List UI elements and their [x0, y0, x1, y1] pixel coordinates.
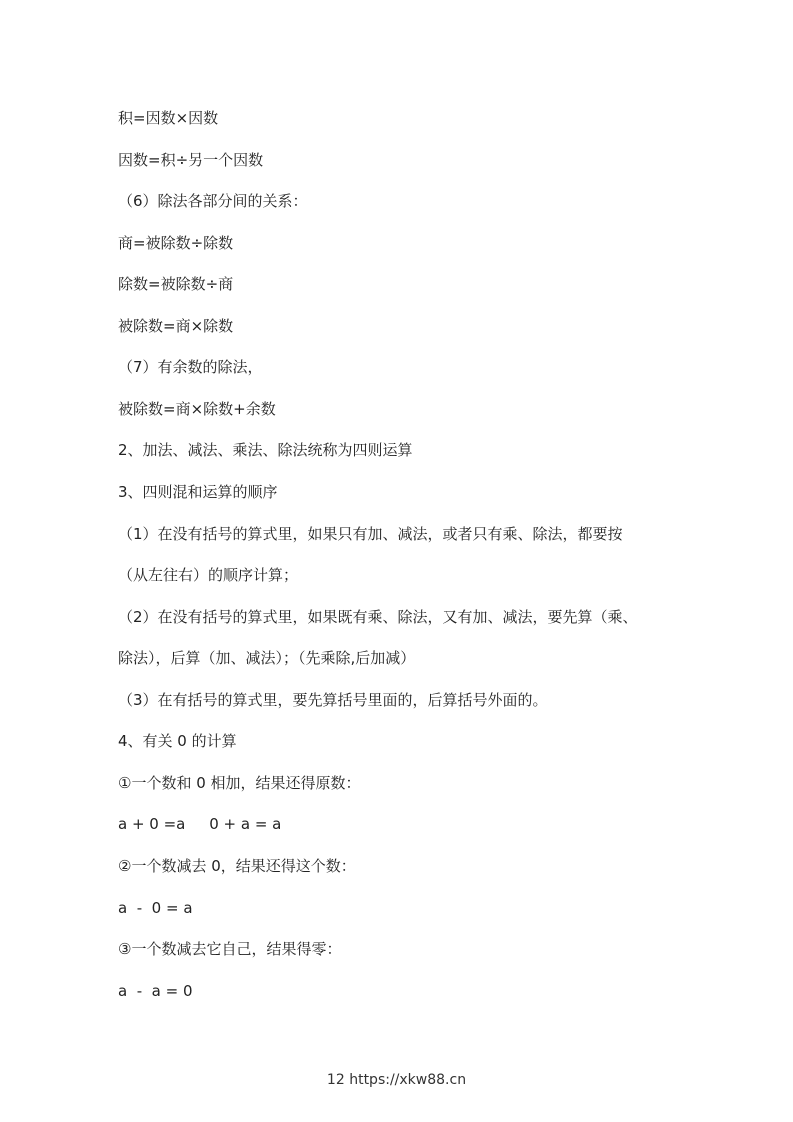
text-line-15: （3）在有括号的算式里，要先算括号里面的，后算括号外面的。: [118, 691, 548, 709]
text-line-22: a - a = 0: [118, 982, 193, 1000]
text-line-11: （1）在没有括号的算式里，如果只有加、减法，或者只有乘、除法，都要按: [118, 525, 623, 543]
page-footer: [0, 1070, 793, 1090]
text-line-6: 被除数=商×除数: [118, 317, 234, 335]
text-line-2: 因数=积÷另一个因数: [118, 151, 264, 169]
text-line-10: 3、四则混和运算的顺序: [118, 483, 278, 501]
page-number: 12: [326, 1072, 345, 1088]
text-line-4: 商=被除数÷除数: [118, 234, 234, 252]
text-line-16: 4、有关 0 的计算: [118, 732, 237, 750]
text-line-17: ①一个数和 0 相加，结果还得原数：: [118, 774, 361, 792]
text-line-7: （7）有余数的除法，: [118, 358, 263, 376]
footer-site-link[interactable]: https://xkw88.cn: [349, 1072, 467, 1088]
text-line-19: ②一个数减去 0，结果还得这个数：: [118, 857, 356, 875]
text-line-20: a - 0 = a: [118, 899, 193, 917]
text-line-1: 积=因数×因数: [118, 109, 219, 127]
text-line-3: （6）除法各部分间的关系：: [118, 192, 308, 210]
text-line-8: 被除数=商×除数+余数: [118, 400, 276, 418]
text-line-5: 除数=被除数÷商: [118, 275, 234, 293]
text-line-14: 除法），后算（加、减法）；（先乘除,后加减）: [118, 649, 416, 667]
text-line-18: a + 0 =a 0 + a = a: [118, 815, 282, 833]
text-line-9: 2、加法、减法、乘法、除法统称为四则运算: [118, 441, 413, 459]
text-line-12: （从左往右）的顺序计算；: [118, 566, 299, 584]
text-line-13: （2）在没有括号的算式里，如果既有乘、除法，又有加、减法，要先算（乘、: [118, 608, 638, 626]
text-line-21: ③一个数减去它自己，结果得零：: [118, 940, 342, 958]
